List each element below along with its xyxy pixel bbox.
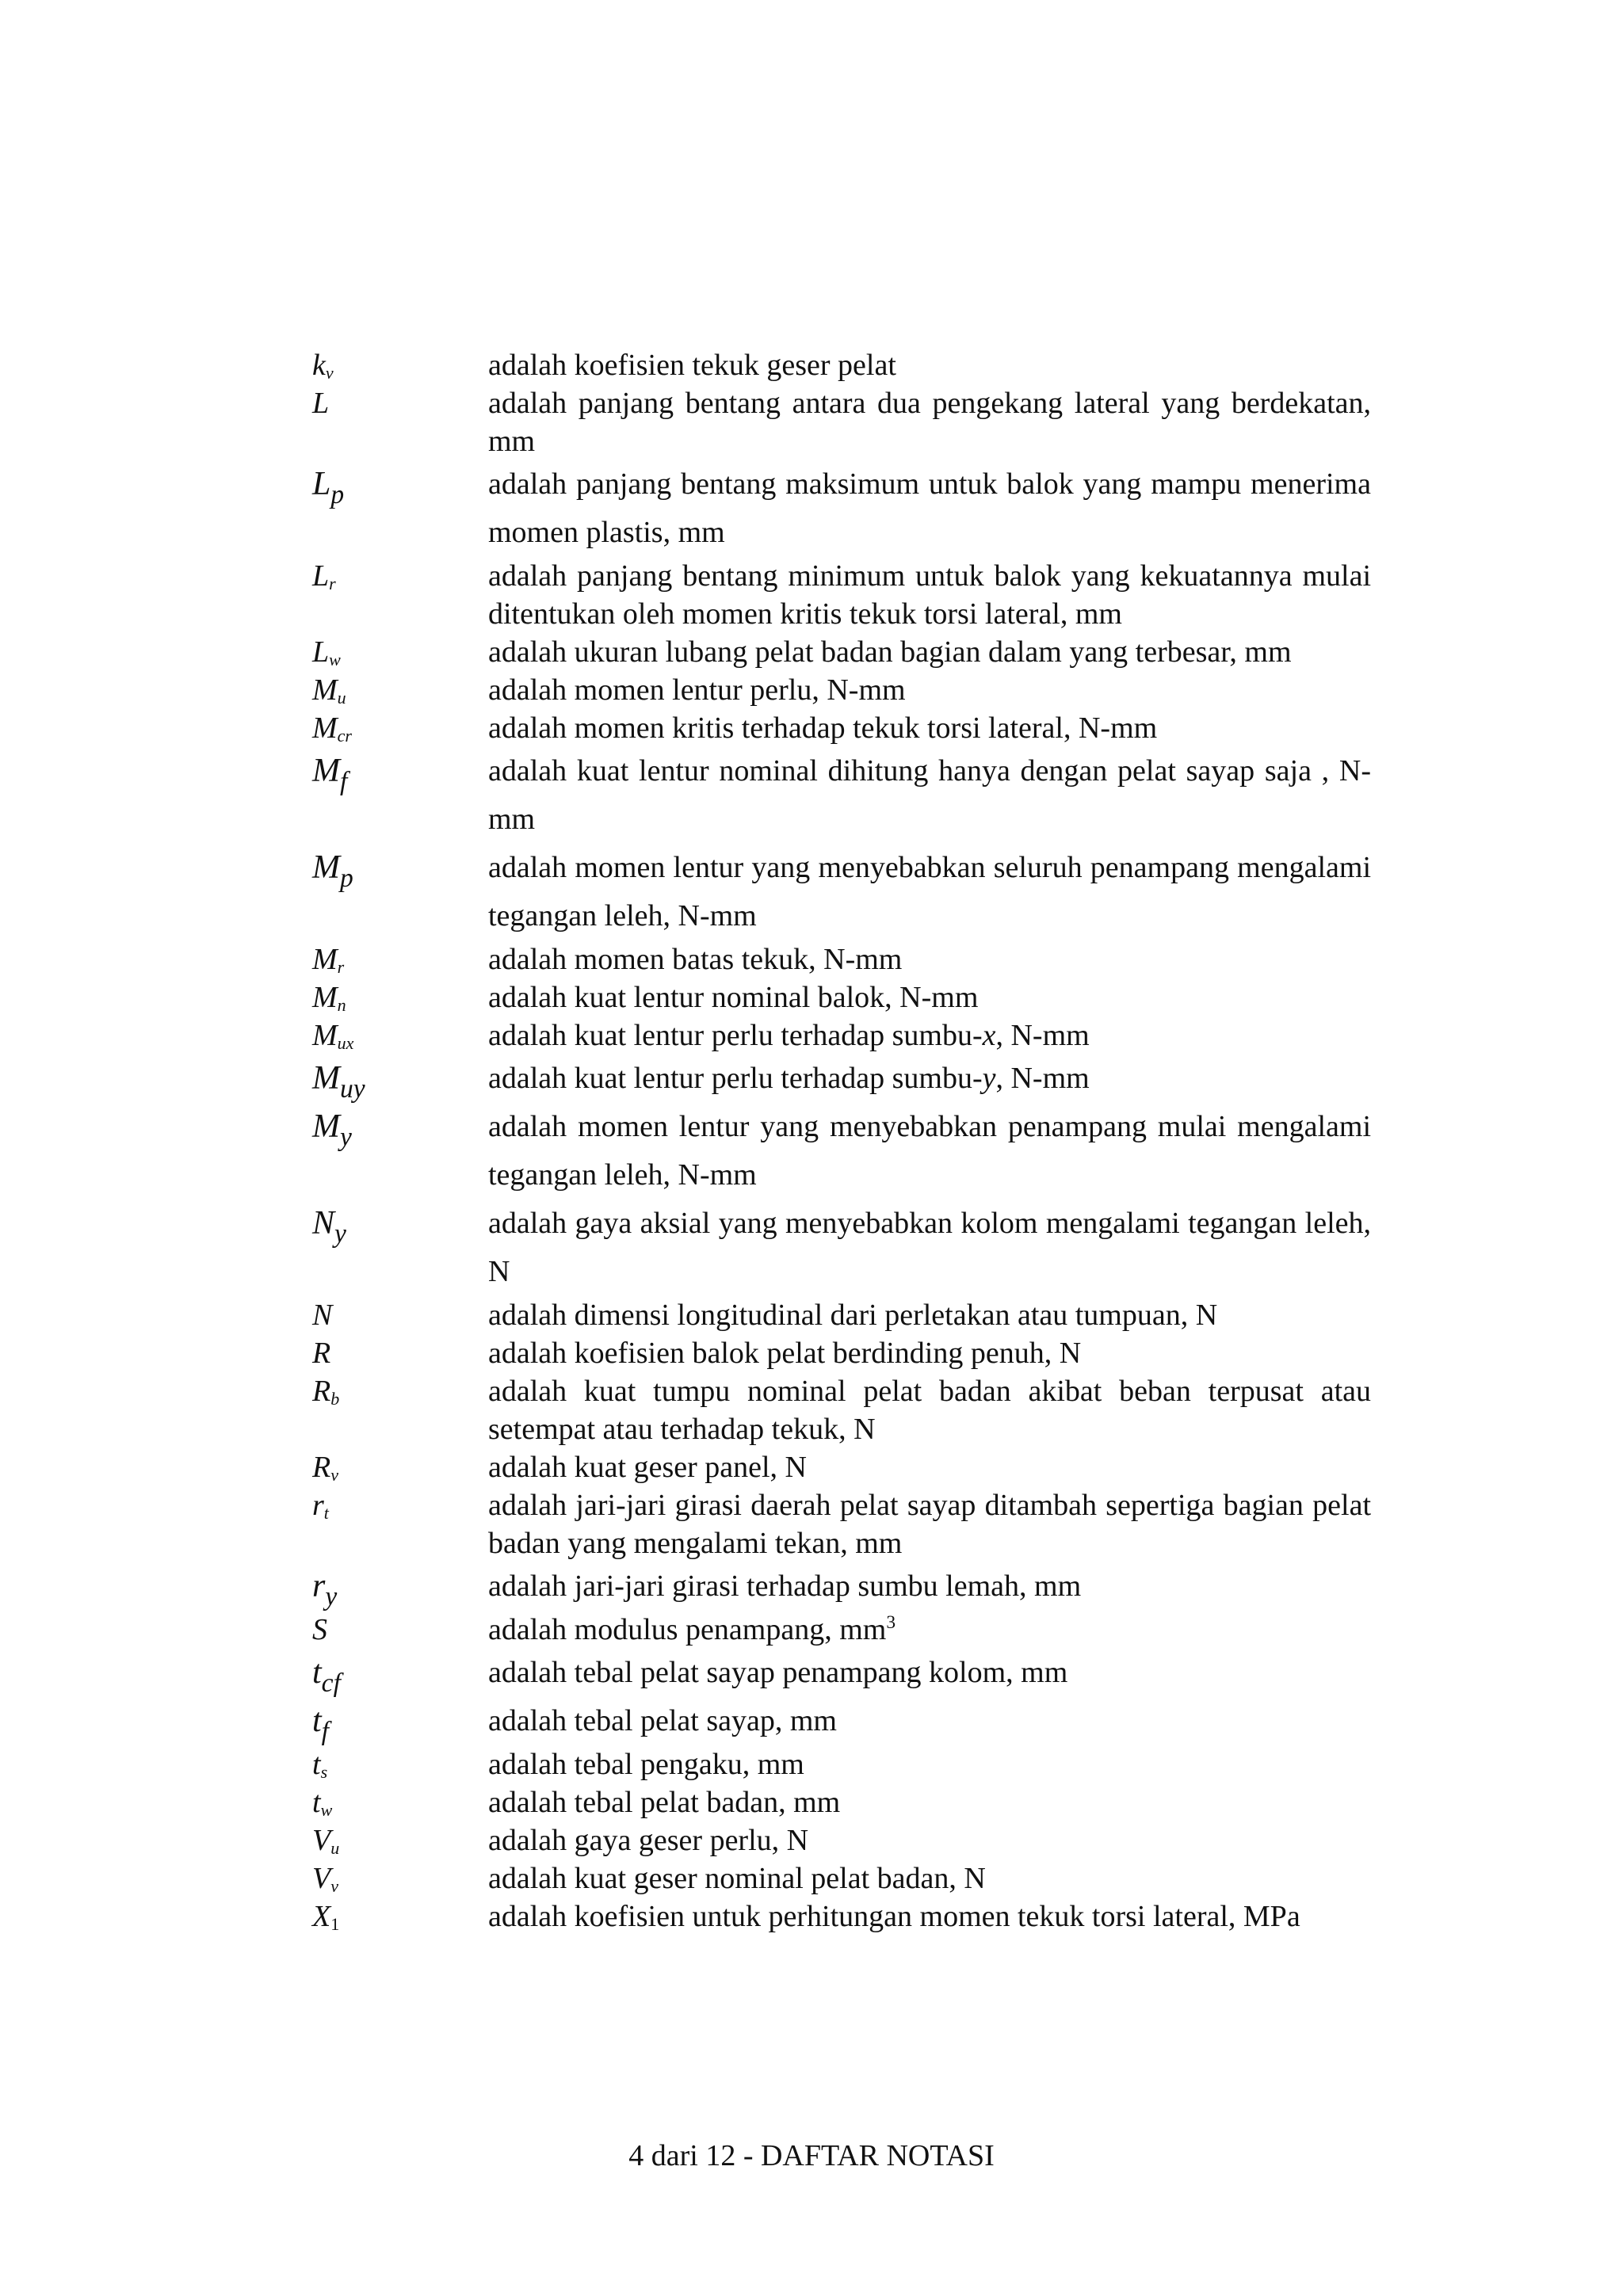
unit-exponent: 3 — [886, 1611, 896, 1633]
symbol-base: M — [312, 1108, 340, 1145]
notation-row — [312, 671, 1371, 709]
symbol-subscript: uy — [340, 1074, 365, 1104]
notation-symbol — [312, 1296, 488, 1334]
symbol-base: t — [312, 1786, 321, 1819]
notation-description: adalah koefisien balok pelat berdinding penuh, N — [488, 1337, 1082, 1370]
notation-symbol — [312, 1859, 488, 1897]
symbol-base: M — [312, 849, 340, 886]
notation-description: adalah kuat tumpu nominal pelat badan akibat beban terpusat atau setempat atau terhadap tekuk, N — [488, 1375, 1371, 1446]
notation-symbol — [312, 1334, 488, 1372]
notation-description: adalah momen lentur perlu, N-mm — [488, 673, 906, 707]
symbol-base: M — [312, 943, 338, 976]
symbol-base: M — [312, 711, 338, 745]
symbol-subscript: y — [340, 1122, 352, 1152]
symbol-base: M — [312, 1060, 340, 1097]
symbol-base: X — [312, 1900, 331, 1933]
symbol-subscript: ux — [337, 1032, 354, 1053]
notation-symbol — [312, 1821, 488, 1859]
notation-row — [312, 1103, 1371, 1199]
notation-row — [312, 1821, 1371, 1859]
notation-description: adalah kuat geser nominal pelat badan, N — [488, 1862, 986, 1895]
notation-description: adalah kuat lentur perlu terhadap sumbu-x, N-mm — [488, 1019, 1090, 1052]
axis-variable: x — [982, 1019, 996, 1052]
symbol-subscript: u — [330, 1837, 340, 1858]
symbol-subscript: f — [321, 1716, 330, 1746]
notation-row — [312, 1199, 1371, 1296]
notation-row — [312, 1859, 1371, 1897]
notation-description: adalah tebal pelat sayap penampang kolom, mm — [488, 1656, 1068, 1689]
notation-description: adalah jari-jari girasi terhadap sumbu lemah, mm — [488, 1569, 1082, 1603]
notation-row — [312, 557, 1371, 633]
symbol-subscript: 1 — [330, 1913, 340, 1934]
notation-symbol — [312, 1055, 488, 1103]
notation-symbol — [312, 1697, 488, 1745]
symbol-subscript: v — [325, 362, 334, 383]
notation-row — [312, 940, 1371, 978]
notation-description: adalah tebal pengaku, mm — [488, 1748, 804, 1781]
notation-symbol — [312, 978, 488, 1016]
notation-symbol — [312, 747, 488, 795]
notation-row — [312, 1055, 1371, 1103]
notation-symbol — [312, 1611, 488, 1649]
notation-description: adalah momen lentur yang menyebabkan penampang mulai mengalami tegangan leleh, N-mm — [488, 1110, 1371, 1192]
notation-description: adalah modulus penampang, $mm^3$ — [488, 1611, 896, 1646]
notation-symbol — [312, 1372, 488, 1410]
symbol-base: V — [312, 1824, 331, 1857]
symbol-base: N — [312, 1205, 335, 1241]
axis-variable: y — [982, 1062, 996, 1095]
notation-symbol — [312, 633, 488, 671]
notation-symbol — [312, 671, 488, 709]
notation-description: adalah gaya aksial yang menyebabkan kolom mengalami tegangan leleh, N — [488, 1207, 1371, 1288]
symbol-base: r — [312, 1568, 326, 1604]
notation-row — [312, 346, 1371, 384]
notation-symbol — [312, 1562, 488, 1611]
notation-row — [312, 1649, 1371, 1697]
notation-description: adalah kuat lentur perlu terhadap sumbu-y, N-mm — [488, 1062, 1090, 1095]
notation-row — [312, 1611, 1371, 1649]
notation-description: adalah panjang bentang maksimum untuk balok yang mampu menerima momen plastis, mm — [488, 467, 1371, 549]
symbol-subscript: r — [337, 956, 345, 977]
symbol-base: L — [312, 559, 330, 593]
symbol-base: M — [312, 673, 338, 707]
notation-symbol — [312, 346, 488, 384]
notation-row — [312, 460, 1371, 557]
symbol-subscript: b — [330, 1388, 340, 1409]
notation-symbol — [312, 1448, 488, 1486]
symbol-base: N — [312, 1299, 333, 1332]
notation-symbol — [312, 1486, 488, 1524]
symbol-subscript: p — [340, 863, 353, 893]
symbol-subscript: w — [329, 649, 341, 669]
notation-description: adalah tebal pelat badan, mm — [488, 1786, 841, 1819]
symbol-subscript: p — [330, 479, 345, 509]
notation-symbol — [312, 384, 488, 422]
notation-description: adalah panjang bentang minimum untuk balok yang kekuatannya mulai ditentukan oleh momen kritis tekuk torsi lateral, mm — [488, 559, 1371, 631]
symbol-base: L — [312, 387, 330, 420]
notation-row — [312, 1486, 1371, 1562]
notation-row — [312, 709, 1371, 747]
symbol-subscript: w — [320, 1799, 333, 1820]
symbol-subscript: t — [323, 1502, 329, 1523]
notation-symbol — [312, 1649, 488, 1697]
notation-symbol — [312, 709, 488, 747]
notation-row — [312, 1448, 1371, 1486]
symbol-base: R — [312, 1451, 331, 1484]
notation-row — [312, 384, 1371, 460]
notation-list — [312, 346, 1371, 1936]
notation-row — [312, 747, 1371, 844]
symbol-base: M — [312, 981, 338, 1014]
notation-description: adalah jari-jari girasi daerah pelat sayap ditambah sepertiga bagian pelat badan yang mengalami tekan, mm — [488, 1489, 1371, 1560]
notation-row — [312, 633, 1371, 671]
page-footer: 4 dari 12 - DAFTAR NOTASI — [628, 2139, 995, 2172]
notation-symbol — [312, 844, 488, 892]
notation-symbol — [312, 940, 488, 978]
symbol-subscript: cf — [321, 1668, 341, 1698]
symbol-subscript: r — [329, 573, 336, 593]
notation-symbol — [312, 1783, 488, 1821]
symbol-base: t — [312, 1748, 321, 1781]
notation-row — [312, 844, 1371, 940]
notation-symbol — [312, 1103, 488, 1151]
notation-symbol — [312, 1897, 488, 1936]
notation-row — [312, 1897, 1371, 1936]
symbol-subscript: y — [334, 1219, 346, 1249]
symbol-base: L — [312, 466, 331, 502]
notation-symbol — [312, 1199, 488, 1248]
notation-description: adalah koefisien tekuk geser pelat — [488, 349, 896, 382]
notation-description: adalah tebal pelat sayap, mm — [488, 1704, 837, 1737]
notation-row — [312, 1372, 1371, 1448]
notation-description: adalah dimensi longitudinal dari perletakan atau tumpuan, N — [488, 1299, 1218, 1332]
notation-symbol — [312, 1745, 488, 1783]
notation-description: adalah momen batas tekuk, N-mm — [488, 943, 903, 976]
notation-description: adalah kuat geser panel, N — [488, 1451, 807, 1484]
symbol-subscript: u — [337, 687, 346, 707]
notation-row — [312, 1334, 1371, 1372]
symbol-subscript: y — [325, 1581, 338, 1611]
symbol-subscript: s — [320, 1761, 328, 1782]
symbol-subscript: cr — [337, 725, 353, 746]
symbol-base: M — [312, 753, 340, 789]
notation-row — [312, 1016, 1371, 1055]
notation-description: adalah koefisien untuk perhitungan momen tekuk torsi lateral, MPa — [488, 1900, 1300, 1933]
notation-row — [312, 1697, 1371, 1745]
notation-row — [312, 1745, 1371, 1783]
notation-description: adalah ukuran lubang pelat badan bagian dalam yang terbesar, mm — [488, 635, 1292, 669]
notation-description: adalah panjang bentang antara dua pengekang lateral yang berdekatan, mm — [488, 387, 1371, 458]
symbol-base: L — [312, 635, 330, 669]
symbol-subscript: n — [337, 994, 346, 1015]
symbol-subscript: v — [330, 1875, 338, 1896]
symbol-base: t — [312, 1703, 322, 1739]
notation-description: adalah momen lentur yang menyebabkan seluruh penampang mengalami tegangan leleh, N-mm — [488, 851, 1371, 933]
symbol-subscript: f — [340, 766, 348, 796]
notation-row — [312, 1783, 1371, 1821]
symbol-base: V — [312, 1862, 331, 1895]
notation-symbol — [312, 557, 488, 595]
notation-description: adalah kuat lentur nominal dihitung hanya dengan pelat sayap saja , N-mm — [488, 754, 1371, 836]
symbol-base: R — [312, 1337, 331, 1370]
symbol-base: R — [312, 1375, 331, 1408]
notation-description: adalah kuat lentur nominal balok, N-mm — [488, 981, 979, 1014]
notation-row — [312, 978, 1371, 1016]
symbol-subscript: v — [330, 1464, 338, 1485]
notation-row — [312, 1562, 1371, 1611]
notation-symbol — [312, 1016, 488, 1055]
symbol-base: M — [312, 1019, 338, 1052]
notation-description: adalah momen kritis terhadap tekuk torsi lateral, N-mm — [488, 711, 1158, 745]
symbol-base: k — [312, 349, 326, 382]
notation-description: adalah gaya geser perlu, N — [488, 1824, 809, 1857]
notation-symbol — [312, 460, 488, 509]
symbol-base: S — [312, 1613, 327, 1646]
notation-row — [312, 1296, 1371, 1334]
symbol-base: r — [312, 1489, 324, 1522]
symbol-base: t — [312, 1654, 322, 1691]
